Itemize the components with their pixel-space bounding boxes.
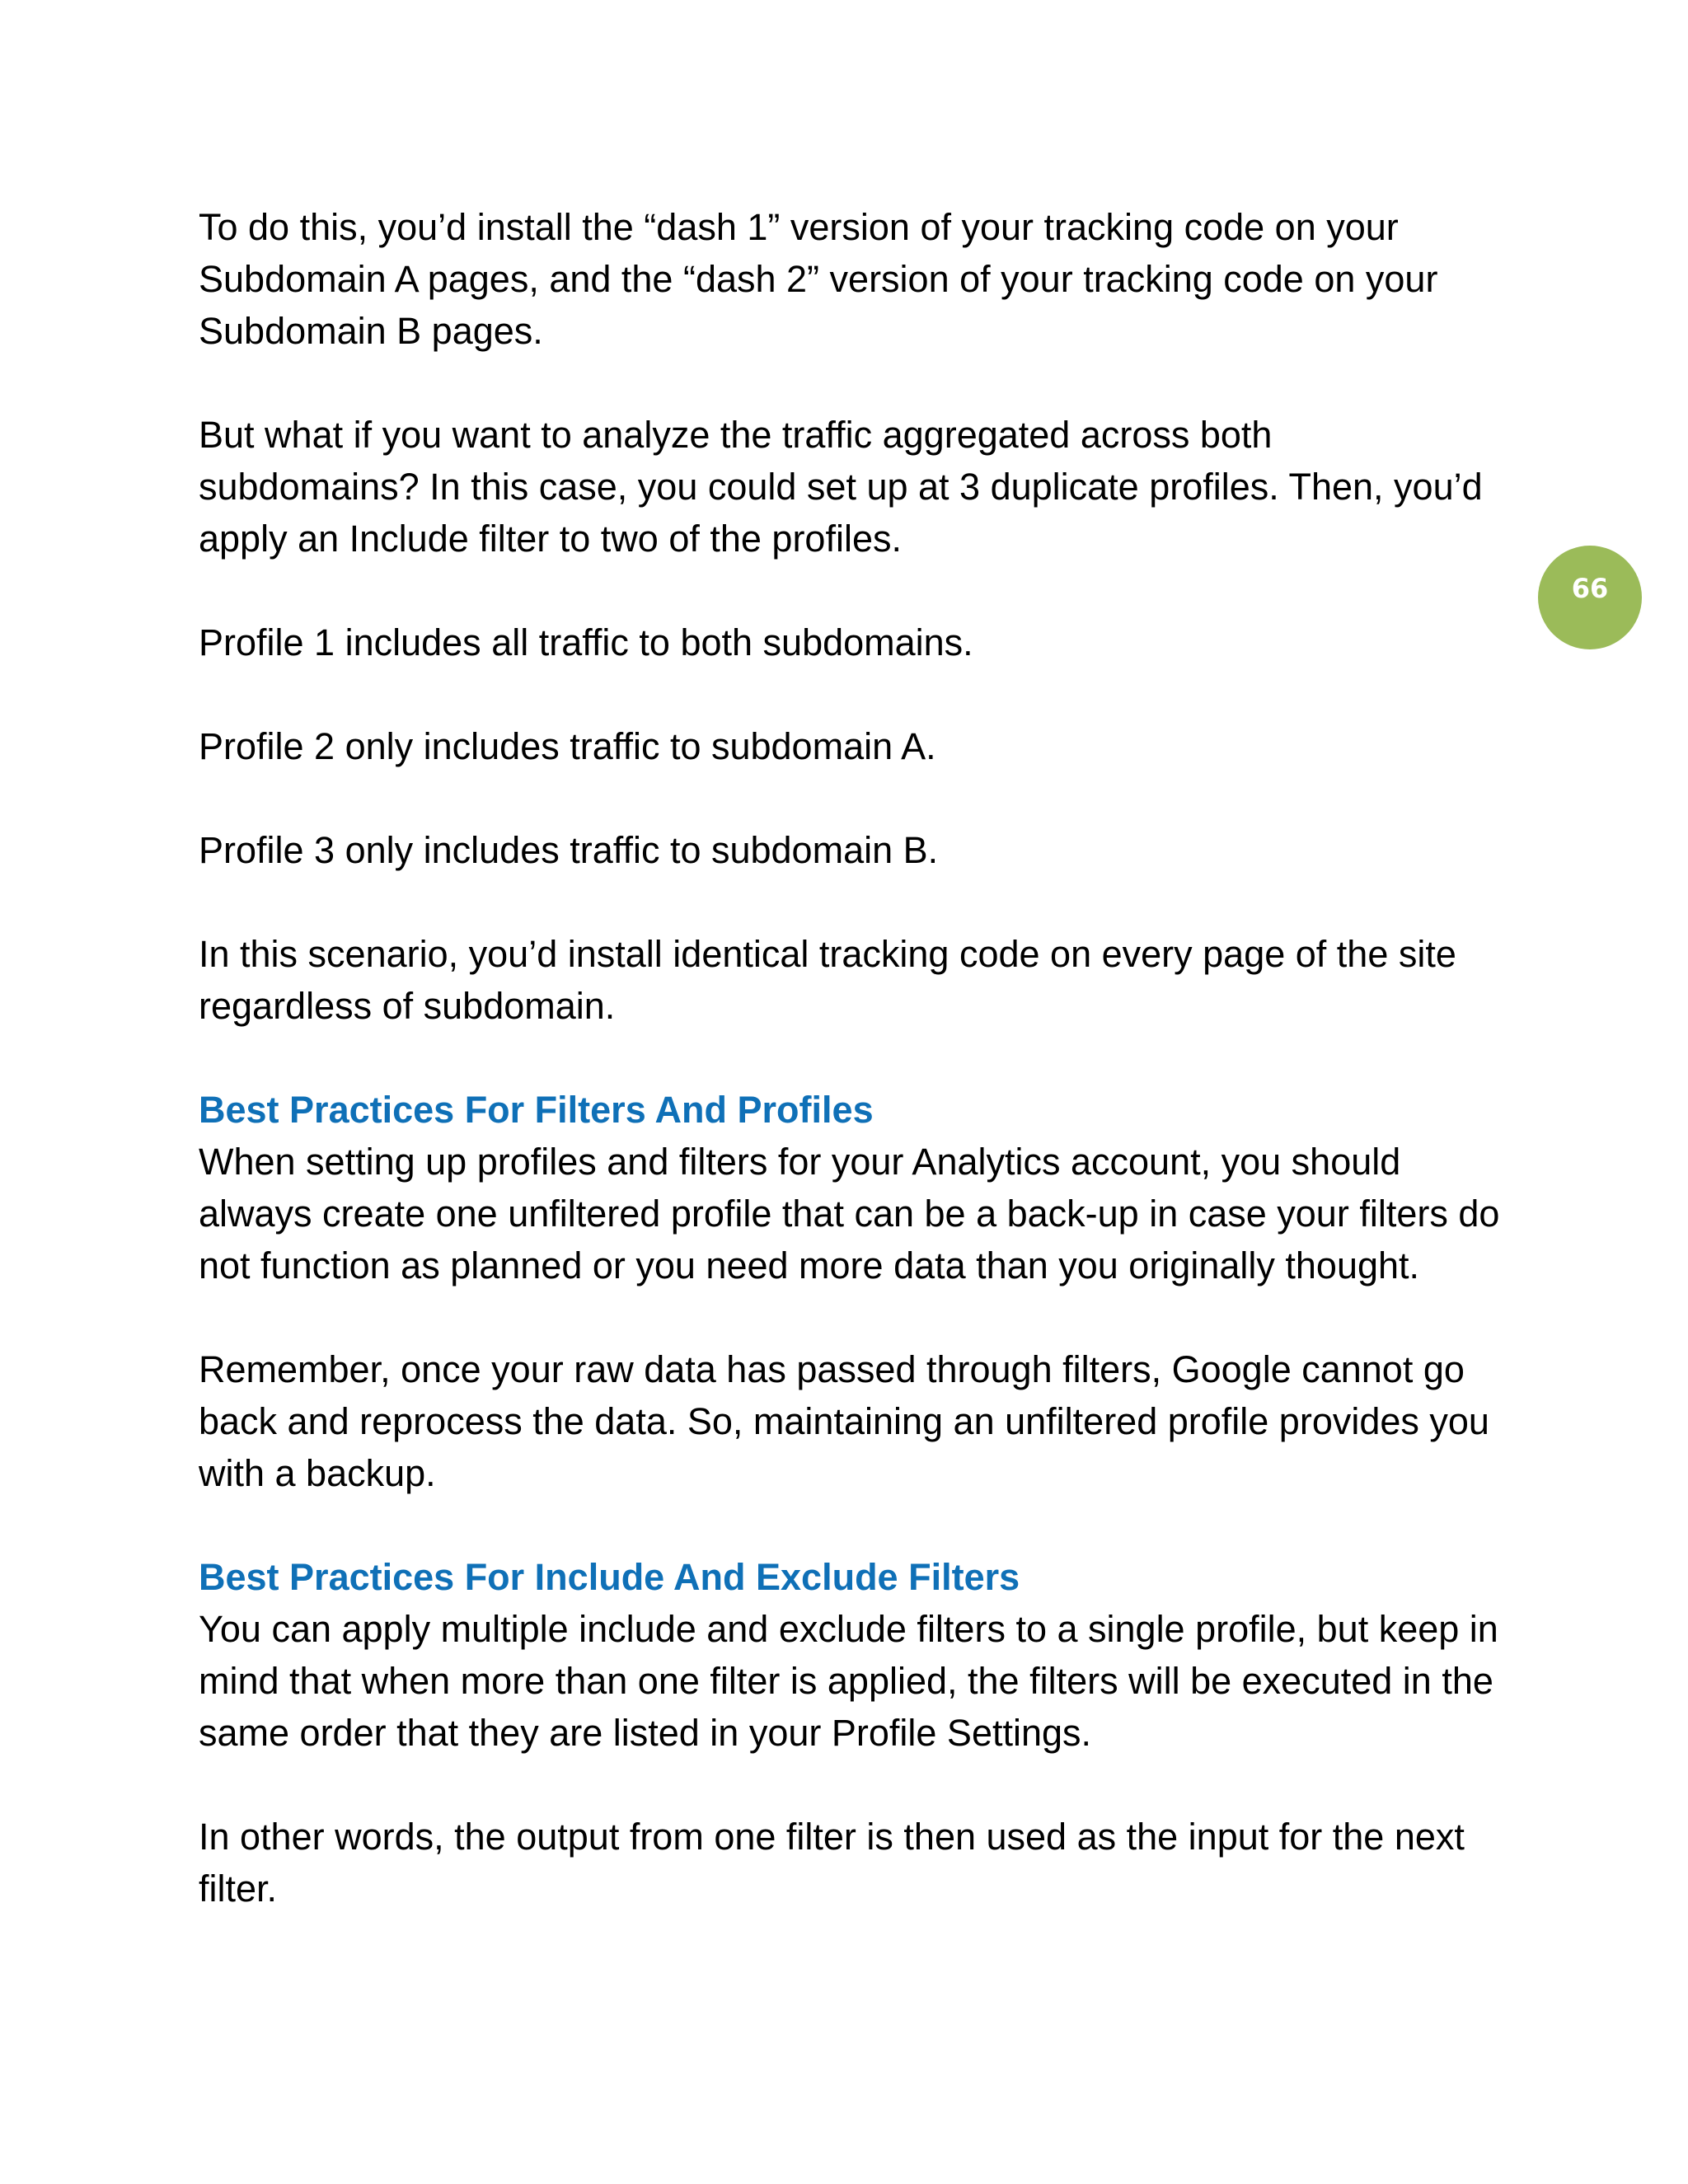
section-heading-include-exclude: Best Practices For Include And Exclude Filters — [199, 1556, 1020, 1598]
page-body — [199, 201, 1501, 1915]
section-heading-filters-profiles: Best Practices For Filters And Profiles — [199, 1089, 874, 1131]
paragraph: To do this, you’d install the “dash 1” version of your tracking code on your Subdomain A pages, and the “dash 2” version of your tracking code on your Subdomain B pages. — [199, 206, 1438, 352]
paragraph: Profile 3 only includes traffic to subdomain B. — [199, 829, 939, 871]
paragraph: In other words, the output from one filter is then used as the input for the next filter. — [199, 1816, 1465, 1910]
paragraph: Remember, once your raw data has passed through filters, Google cannot go back and reprocess the data. So, maintaining an unfiltered profile provides you with a backup. — [199, 1348, 1489, 1494]
paragraph: You can apply multiple include and exclude filters to a single profile, but keep in mind that when more than one filter is applied, the filters will be executed in the same order that they are listed in your Profile Settings. — [199, 1608, 1498, 1754]
paragraph: But what if you want to analyze the traffic aggregated across both subdomains? In this case, you could set up at 3 duplicate profiles. Then, you’d apply an Include filter to two of the profiles. — [199, 414, 1483, 560]
paragraph: When setting up profiles and filters for your Analytics account, you should always create one unfiltered profile that can be a back-up in case your filters do not function as planned or you need more data than you originally thought. — [199, 1141, 1500, 1286]
page-number-badge: 66 — [1538, 546, 1642, 649]
paragraph: Profile 2 only includes traffic to subdomain A. — [199, 725, 936, 767]
paragraph: Profile 1 includes all traffic to both subdomains. — [199, 621, 973, 663]
paragraph: In this scenario, you’d install identical tracking code on every page of the site regardless of subdomain. — [199, 933, 1456, 1027]
